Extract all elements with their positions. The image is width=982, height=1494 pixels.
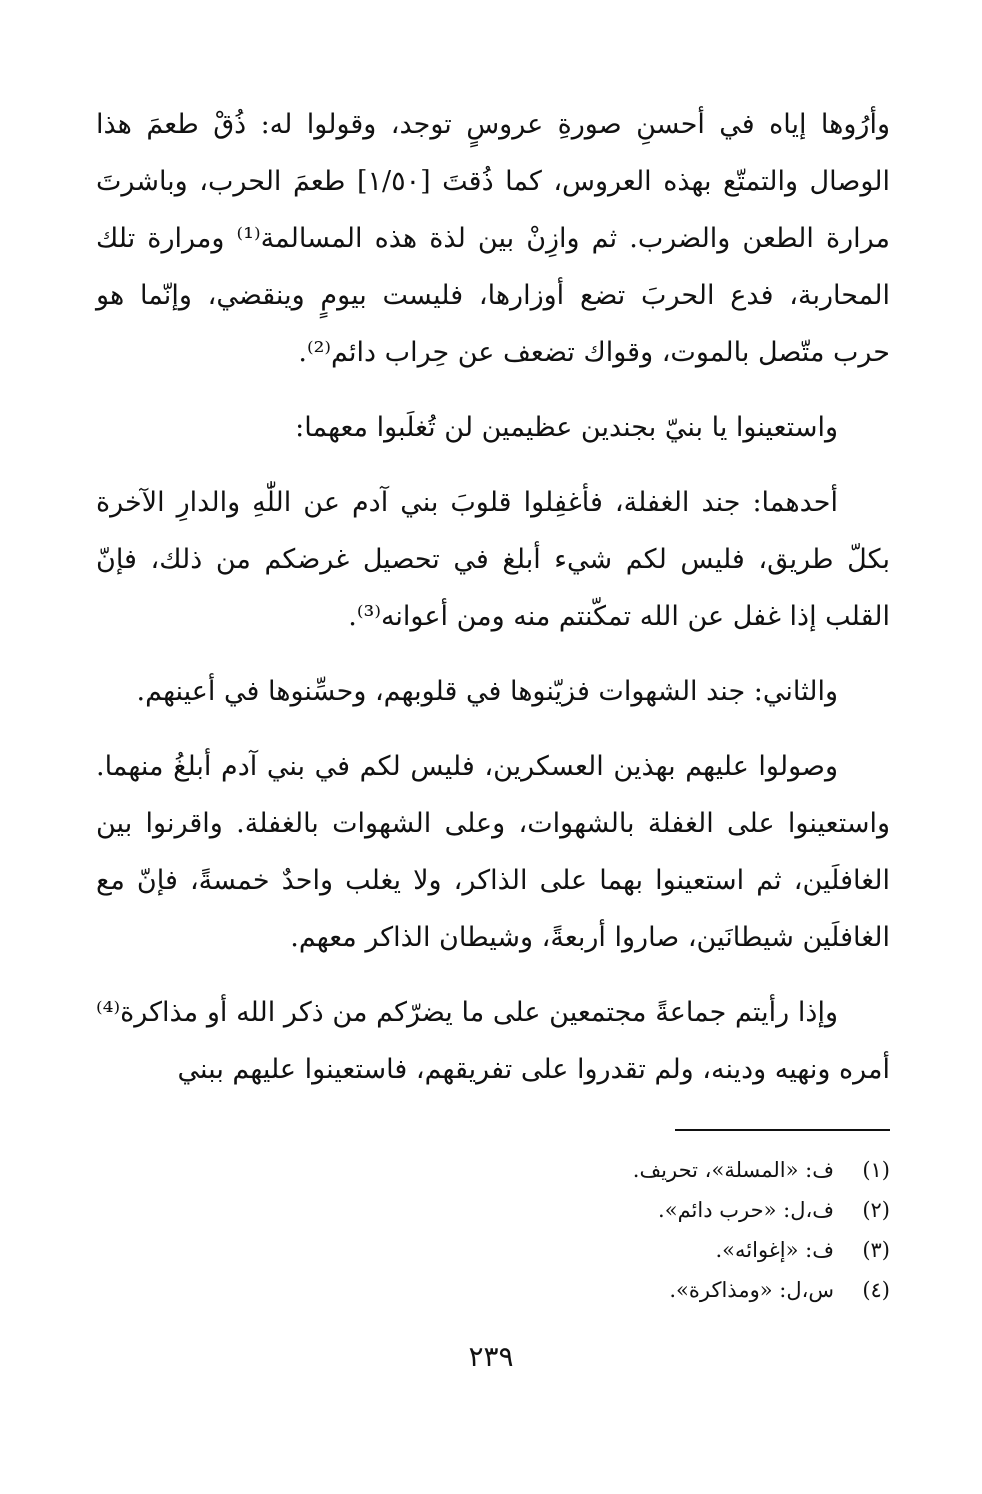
paragraph: وأرُوها إياه في أحسنِ صورةِ عروسٍ توجد، وقولوا له: ذُقْ طعمَ هذا الوصال والتمتّع بهذه العروس، كما ذُقتَ [١/٥٠] طعمَ الحرب، وباشرتَ مرارة الطعن والضرب. ثم وازِنْ بين لذة هذه المسالمة⁽¹⁾ ومرارة تلك المحاربة، فدع الحربَ تضع أوزارها، فليست بيومٍ وينقضي، وإنّما هو حرب متّصل بالموت، وقواك تضعف عن حِراب دائم⁽²⁾. — [96, 109, 891, 368]
paragraph: والثاني: جند الشهوات فزيّنوها في قلوبهم، وحسِّنوها في أعينهم. — [136, 676, 838, 707]
footnote — [290, 1270, 890, 1310]
page-number: ٢٣٩ — [468, 1340, 514, 1373]
footnote-number: (١) — [862, 1158, 890, 1182]
footnote-text: ف: «إغوائه». — [715, 1238, 834, 1262]
footnote-text: س،ل: «ومذاكرة». — [669, 1278, 834, 1302]
footnote-text: ف: «المسلة»، تحريف. — [632, 1158, 834, 1182]
footnote — [290, 1190, 890, 1230]
main-text — [96, 96, 890, 1116]
paragraph: أحدهما: جند الغفلة، فأغفِلوا قلوبَ بني آدم عن اللّٰهِ والدارِ الآخرة بكلّ طريق، فليس لكم شيء أبلغ في تحصيل غرضكم من ذلك، فإنّ القلب إذا غفل عن الله تمكّنتم منه ومن أعوانه⁽³⁾. — [96, 487, 890, 632]
footnote-number: (٤) — [862, 1278, 890, 1302]
paragraph: وإذا رأيتم جماعةً مجتمعين على ما يضرّكم من ذكر الله أو مذاكرة⁽⁴⁾ أمره ونهيه ودينه، ولم تقدروا على تفريقهم، فاستعينوا عليهم ببني — [96, 997, 890, 1085]
footnote — [290, 1230, 890, 1270]
footnote-number: (٢) — [862, 1198, 890, 1222]
footnote-separator — [675, 1129, 890, 1131]
paragraph: وصولوا عليهم بهذين العسكرين، فليس لكم في بني آدم أبلغُ منهما. واستعينوا على الغفلة بالشهوات، وعلى الشهوات بالغفلة. واقرنوا بين الغافلَين، ثم استعينوا بهما على الذاكر، ولا يغلب واحدٌ خمسةً، فإنّ مع الغافلَين شيطانَين، صاروا أربعةً، وشيطان الذاكر معهم. — [96, 751, 890, 953]
paragraph: واستعينوا يا بنيّ بجندين عظيمين لن تُغلَبوا معهما: — [295, 412, 838, 443]
footnotes — [290, 1150, 890, 1310]
footnote — [290, 1150, 890, 1190]
footnote-number: (٣) — [862, 1238, 890, 1262]
footnote-text: ف،ل: «حرب دائم». — [658, 1198, 834, 1222]
